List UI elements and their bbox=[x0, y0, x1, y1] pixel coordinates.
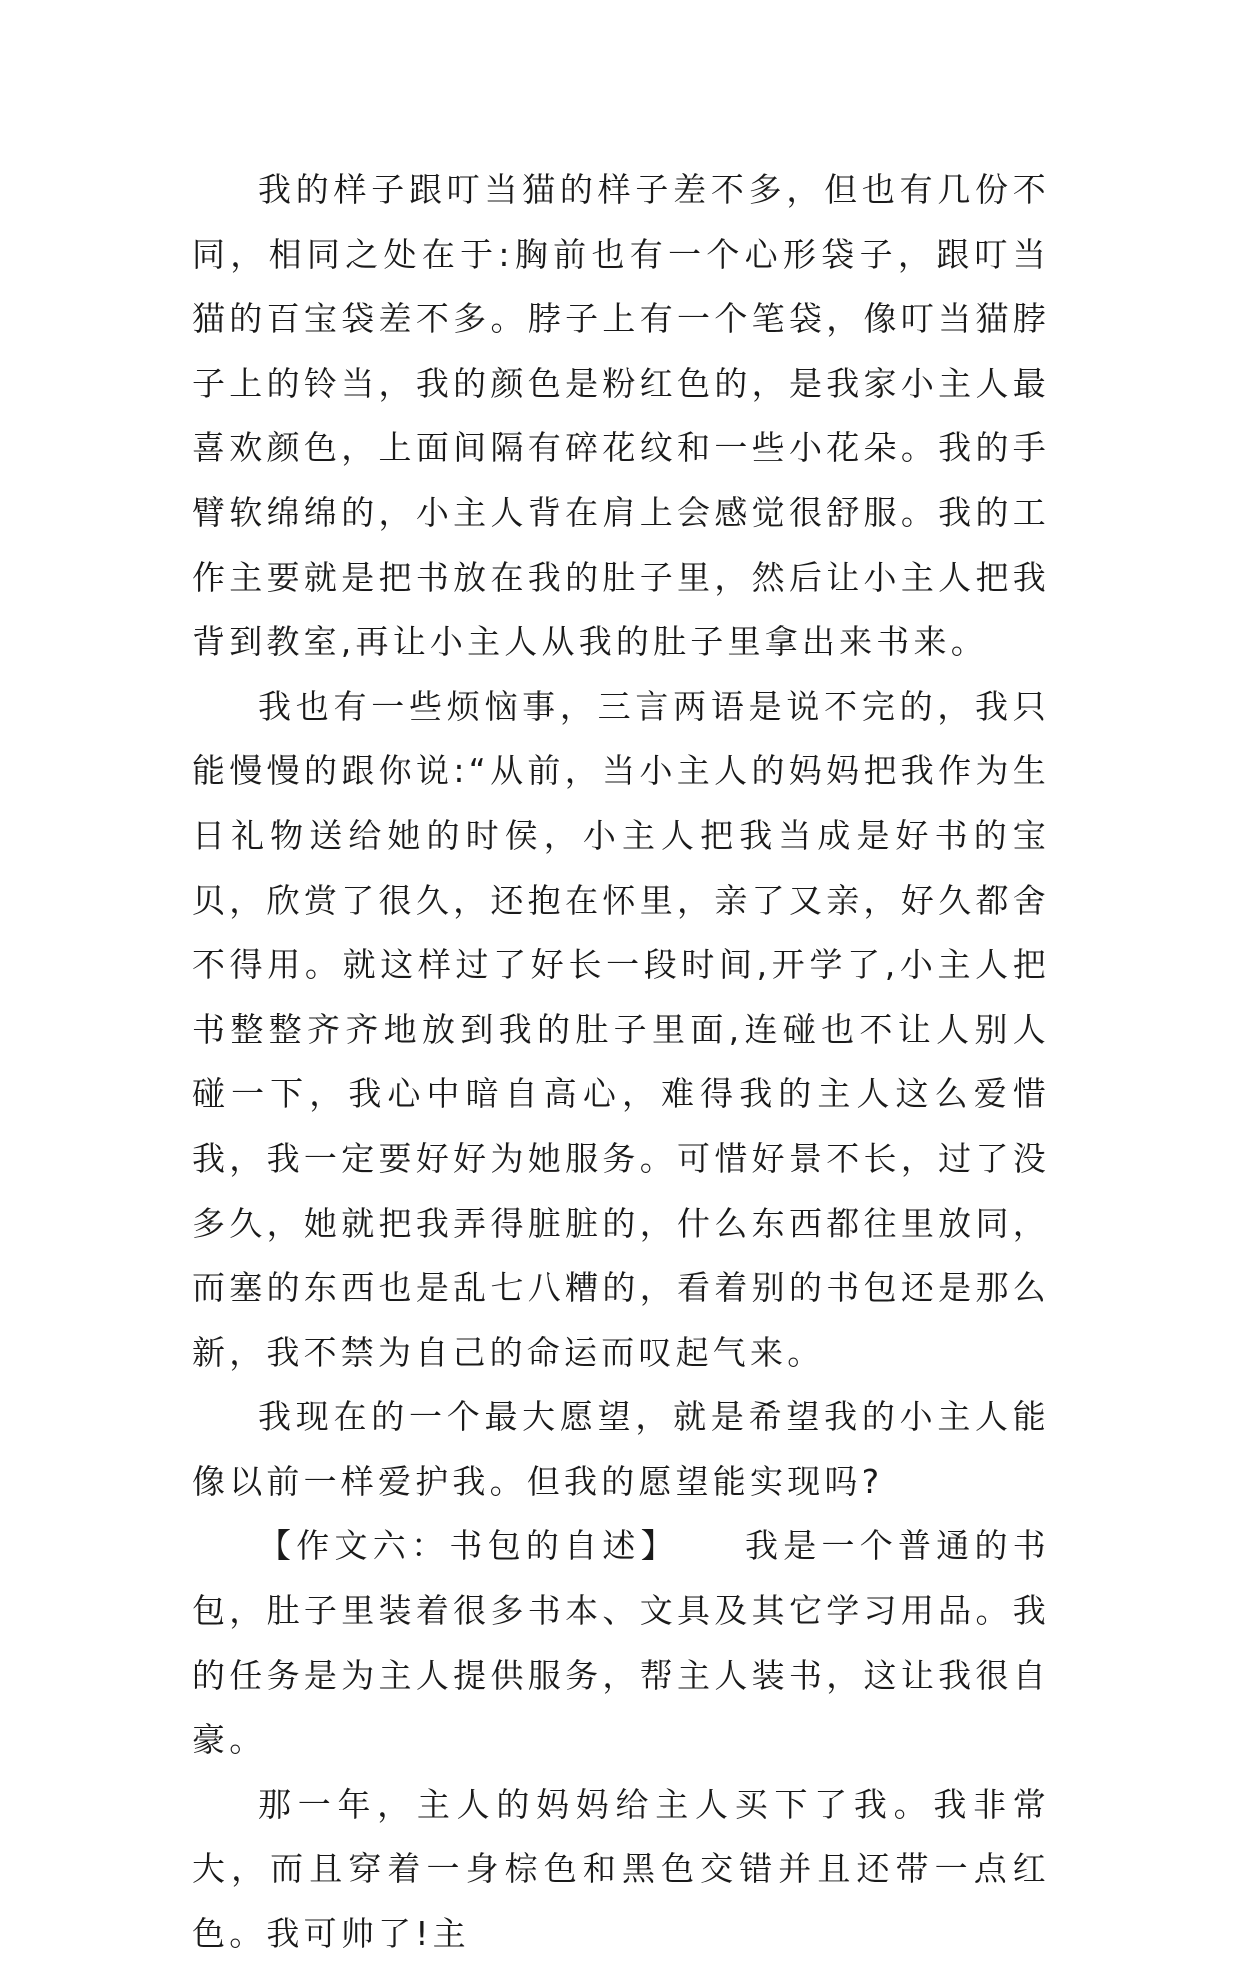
section-heading: 【作文六：书包的自述】 bbox=[258, 1526, 679, 1566]
document-body bbox=[192, 158, 1050, 1967]
paragraph-2: 我也有一些烦恼事，三言两语是说不完的，我只能慢慢的跟你说:“从前，当小主人的妈妈把我作为生日礼物送给她的时侯，小主人把我当成是好书的宝贝，欣赏了很久，还抱在怀里，亲了又亲，好久都舍不得用。就这样过了好长一段时间,开学了,小主人把书整整齐齐地放到我的肚子里面,连碰也不让人别人碰一下，我心中暗自高心，难得我的主人这么爱惜我，我一定要好好为她服务。可惜好景不长，过了没多久，她就把我弄得脏脏的，什么东西都往里放同，而塞的东西也是乱七八糟的，看着别的书包还是那么新，我不禁为自己的命运而叹起气来。 bbox=[192, 686, 1050, 1372]
paragraph-5: 那一年，主人的妈妈给主人买下了我。我非常大，而且穿着一身棕色和黑色交错并且还带一点红色。我可帅了!主 bbox=[192, 1784, 1050, 1954]
section-first-paragraph: 我是一个普通的书包，肚子里装着很多书本、文具及其它学习用品。我的任务是为主人提供服务，帮主人装书，这让我很自豪。 bbox=[192, 1526, 1050, 1760]
paragraph-3: 我现在的一个最大愿望，就是希望我的小主人能像以前一样爱护我。但我的愿望能实现吗? bbox=[192, 1397, 1050, 1501]
paragraph-4 bbox=[192, 1514, 1050, 1772]
paragraph-1: 我的样子跟叮当猫的样子差不多，但也有几份不同，相同之处在于:胸前也有一个心形袋子，跟叮当猫的百宝袋差不多。脖子上有一个笔袋，像叮当猫脖子上的铃当，我的颜色是粉红色的，是我家小主人最喜欢颜色，上面间隔有碎花纹和一些小花朵。我的手臂软绵绵的，小主人背在肩上会感觉很舒服。我的工作主要就是把书放在我的肚子里，然后让小主人把我背到教室,再让小主人从我的肚子里拿出来书来。 bbox=[192, 170, 1050, 662]
